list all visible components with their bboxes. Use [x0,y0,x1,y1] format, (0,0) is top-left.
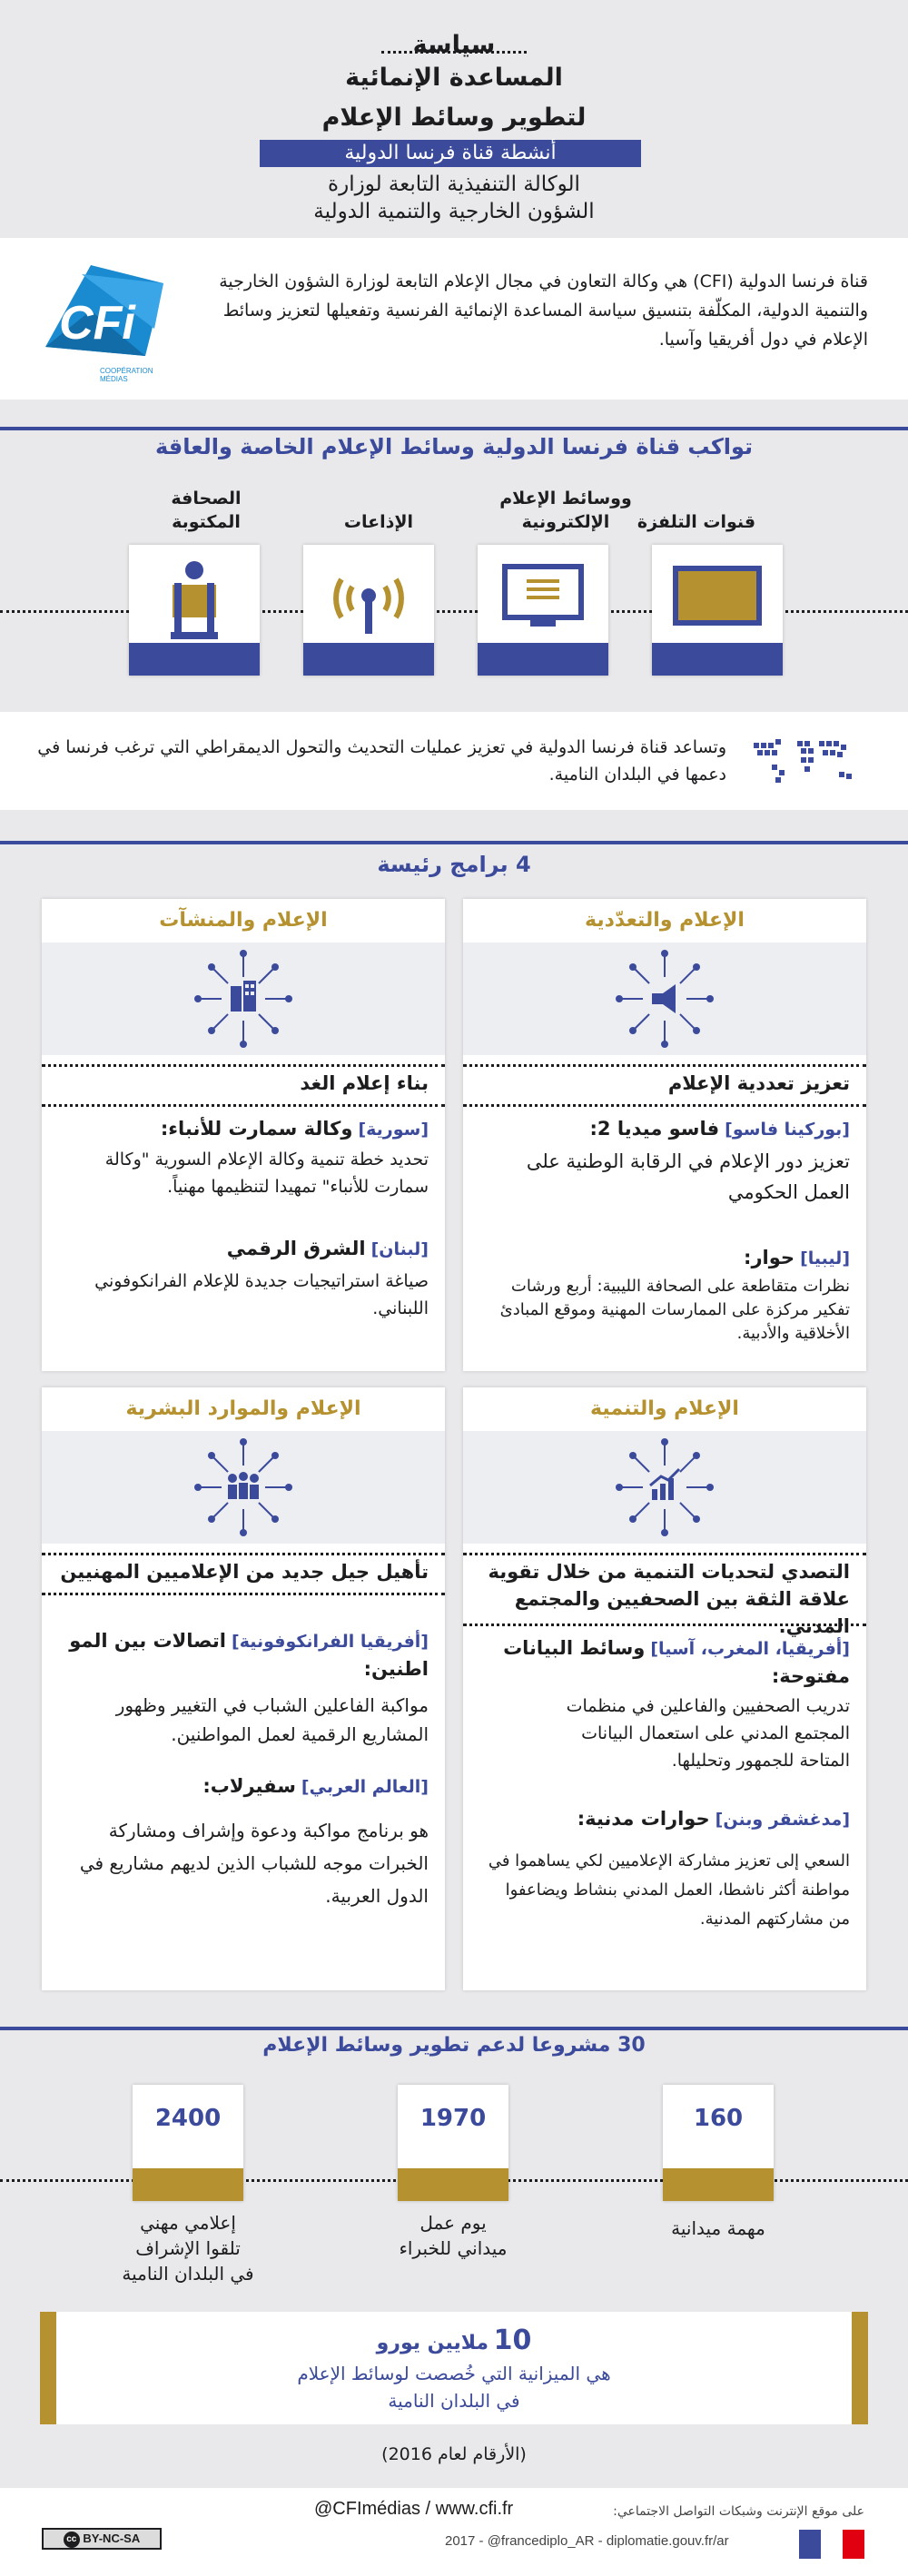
card-subtitle: تعزيز تعددية الإعلام [667,1072,850,1094]
cc-icon: cc [64,2532,80,2548]
section-rule-1 [0,427,908,430]
stat-label-missions: مهمة ميدانية [671,2217,765,2239]
newspaper-reader-icon [153,558,236,643]
title-line1: سياسة [412,31,496,59]
support-panel [0,712,908,810]
card-heading: الإعلام والمنشآت [159,909,328,932]
card-heading: الإعلام والتعدّدية [585,909,745,932]
logo-caption2: MÉDIAS [100,375,128,383]
card-icon-zone [463,943,866,1055]
program-card-infrastructure [42,899,445,1371]
card-entry: [ليبيا] حوار: [744,1247,850,1268]
card-entry-text: تحديد خطة تنمية وكالة الإعلام السورية "وكالة سمارت للأنباء" تمهيدا لتنظيمها مهنياً. [104,1150,429,1197]
tv-icon [672,565,763,628]
label-tv: قنوات التلفزة [637,512,756,532]
card-entry-text: نظرات متقاطعة على الصحافة الليبية: أربع ورشات تفكير مركزة على الممارسات المهنية وموقع المبادئ الأخلاقية والأدبية. [499,1277,850,1343]
stat-missions [663,2085,774,2201]
card-entry: [أفريقيا، المغرب، آسيا] وسائط البيانات مفتوحة: [503,1637,850,1687]
card-entry: [مدغشقر وبنن] حوارات مدنية: [577,1808,850,1830]
projects-title-num: 30 [617,2034,646,2057]
logo-text: CFi [59,297,135,350]
title-line3: لتطوير وسائط الإعلام [321,104,587,132]
projects-title [0,2034,908,2057]
stat-label-journalists: إعلامي مهني تلقوا الإشراف في البلدان النامية [122,2212,254,2285]
radio-box [303,545,434,676]
budget-headline [56,2324,852,2356]
footer-credit[interactable]: 2017 - @francediplo_AR - diplomatie.gouv.fr/ar [445,2533,729,2549]
program-card-human-resources [42,1387,445,1990]
program-card-development [463,1387,866,1990]
programs-title-text: برامج رئيسة [377,852,508,877]
media-section-title: تواكب قناة فرنسا الدولية وسائط الإعلام الخاصة والعاقة [154,434,754,459]
program-card-pluralism [463,899,866,1371]
budget-number: 10 [493,2324,532,2356]
footer-social-links[interactable]: @CFImédias / www.cfi.fr [314,2499,514,2519]
web-media-box [478,545,608,676]
card-subtitle: تأهيل جيل جديد من الإعلاميين المهنيين [60,1561,429,1583]
programs-title [0,852,908,877]
people-group-icon [189,1433,298,1542]
budget-text-line3: في البلدان النامية [388,2390,520,2412]
card-entry: [سورية] وكالة سمارت للأنباء: [160,1118,429,1140]
section-rule-2 [0,841,908,844]
title-line2: المساعدة الإنمائية [345,64,563,92]
republique-francaise-logo [799,2524,864,2568]
stat-value: 160 [693,2105,744,2132]
card-entry-text: تعزيز دور الإعلام في الرقابة الوطنية على العمل الحكومي [526,1150,850,1203]
budget-unit: ملايين يورو [376,2332,489,2354]
label-press: الصحافة المكتوبة [171,489,242,532]
card-icon-zone [463,1431,866,1544]
card-subtitle: التصدي لتحديات التنمية من خلال تقوية علاقة الثقة بين الصحفيين والمجتمع المدني. [488,1561,850,1637]
year-note: (الأرقام لعام 2016) [381,2444,527,2464]
projects-title-text: مشروعا لدعم تطوير وسائط الإعلام [262,2034,611,2057]
card-entry-text: صياغة استراتيجيات جديدة للإعلام الفرانكوفوني اللبناني. [94,1271,429,1318]
card-entry: [أفريقيا الفرانكوفونية] اتصالات بين المو اطنين: [69,1630,429,1680]
label-radio: الإذاعات [343,512,414,532]
logo-caption1: COOPÉRATION [100,367,153,375]
card-entry: [العالم العربي] سفيرلاب: [202,1775,429,1797]
card-heading: الإعلام والتنمية [590,1397,739,1420]
card-icon-zone [42,943,445,1055]
radio-antenna-icon [323,561,414,634]
card-heading: الإعلام والموارد البشرية [125,1397,361,1420]
card-entry-text: السعي إلى تعزيز مشاركة الإعلاميين لكي يساهموا في مواطنة أكثر ناشطا، العمل المدني بنشاط ويضاعفوا من مشاركتهم المدنية. [488,1851,850,1929]
section-rule-3 [0,2027,908,2030]
subtitle-line2: الشؤون الخارجية والتنمية الدولية [313,200,595,223]
growth-chart-icon [610,1433,719,1542]
programs-title-num: 4 [515,852,531,877]
card-entry-text: مواكبة الفاعلين الشباب في التغيير وظهور المشاريع الرقمية لعمل المواطنين. [115,1694,429,1745]
subtitle-line1: الوكالة التنفيذية التابعة لوزارة [328,173,580,196]
header-banner: أنشطة قناة فرنسا الدولية [260,140,641,167]
press-box [129,545,260,676]
cfi-logo [27,256,173,383]
card-entry-text: هو برنامج مواكبة ودعوة وإشراف ومشاركة الخبرات موجه للشباب الذين لديهم مشاريع في الدول العربية. [79,1820,429,1907]
web-media-icon [501,563,585,630]
stat-trained-journalists [133,2085,243,2201]
card-entry: [لبنان] الشرق الرقمي [226,1238,429,1259]
stat-value: 1970 [419,2105,487,2132]
tv-box [652,545,783,676]
budget-box [40,2312,868,2424]
card-icon-zone [42,1431,445,1544]
card-entry: [بوركينا فاسو] فاسو ميديا 2: [589,1118,850,1140]
budget-text-line2: هي الميزانية التي خُصصت لوسائط الإعلام [297,2363,611,2384]
support-text: وتساعد قناة فرنسا الدولية في تعزيز عمليات التحديث والتحول الديمقراطي التي ترغب فرنسا في دعمها في البلدان النامية. [37,737,726,785]
stat-value: 2400 [154,2105,222,2132]
megaphone-icon [610,944,719,1053]
card-subtitle: بناء إعلام الغد [300,1072,429,1094]
intro-panel [0,238,908,400]
footer [0,2488,908,2576]
building-icon [189,944,298,1053]
card-entry-text: تدريب الصحفيين والفاعلين في منظمات المجتمع المدني على استعمال البيانات المتاحة للجمهور وتحليلها. [566,1696,850,1771]
world-map-icon [745,730,863,795]
stat-label-expert-days: يوم عمل ميداني للخبراء [399,2212,508,2259]
stat-expert-days [398,2085,508,2201]
cc-license-badge: cc BY-NC-SA [42,2528,162,2550]
footer-social-label: على موقع الإنترنت وشبكات التواصل الاجتماعي: [613,2504,864,2519]
label-web: ووسائط الإعلام الإلكترونية [499,489,632,532]
intro-text: قناة فرنسا الدولية (CFI) هي وكالة التعاون في مجال الإعلام التابعة لوزارة الشؤون الخارجية والتنمية الدولية، المكلّفة بتنسيق سياسة المساعدة الإنمائية الفرنسية وتفعيلها لتعزيز وسائط الإعلام في دول أفريقيا وآسيا. [219,271,868,350]
